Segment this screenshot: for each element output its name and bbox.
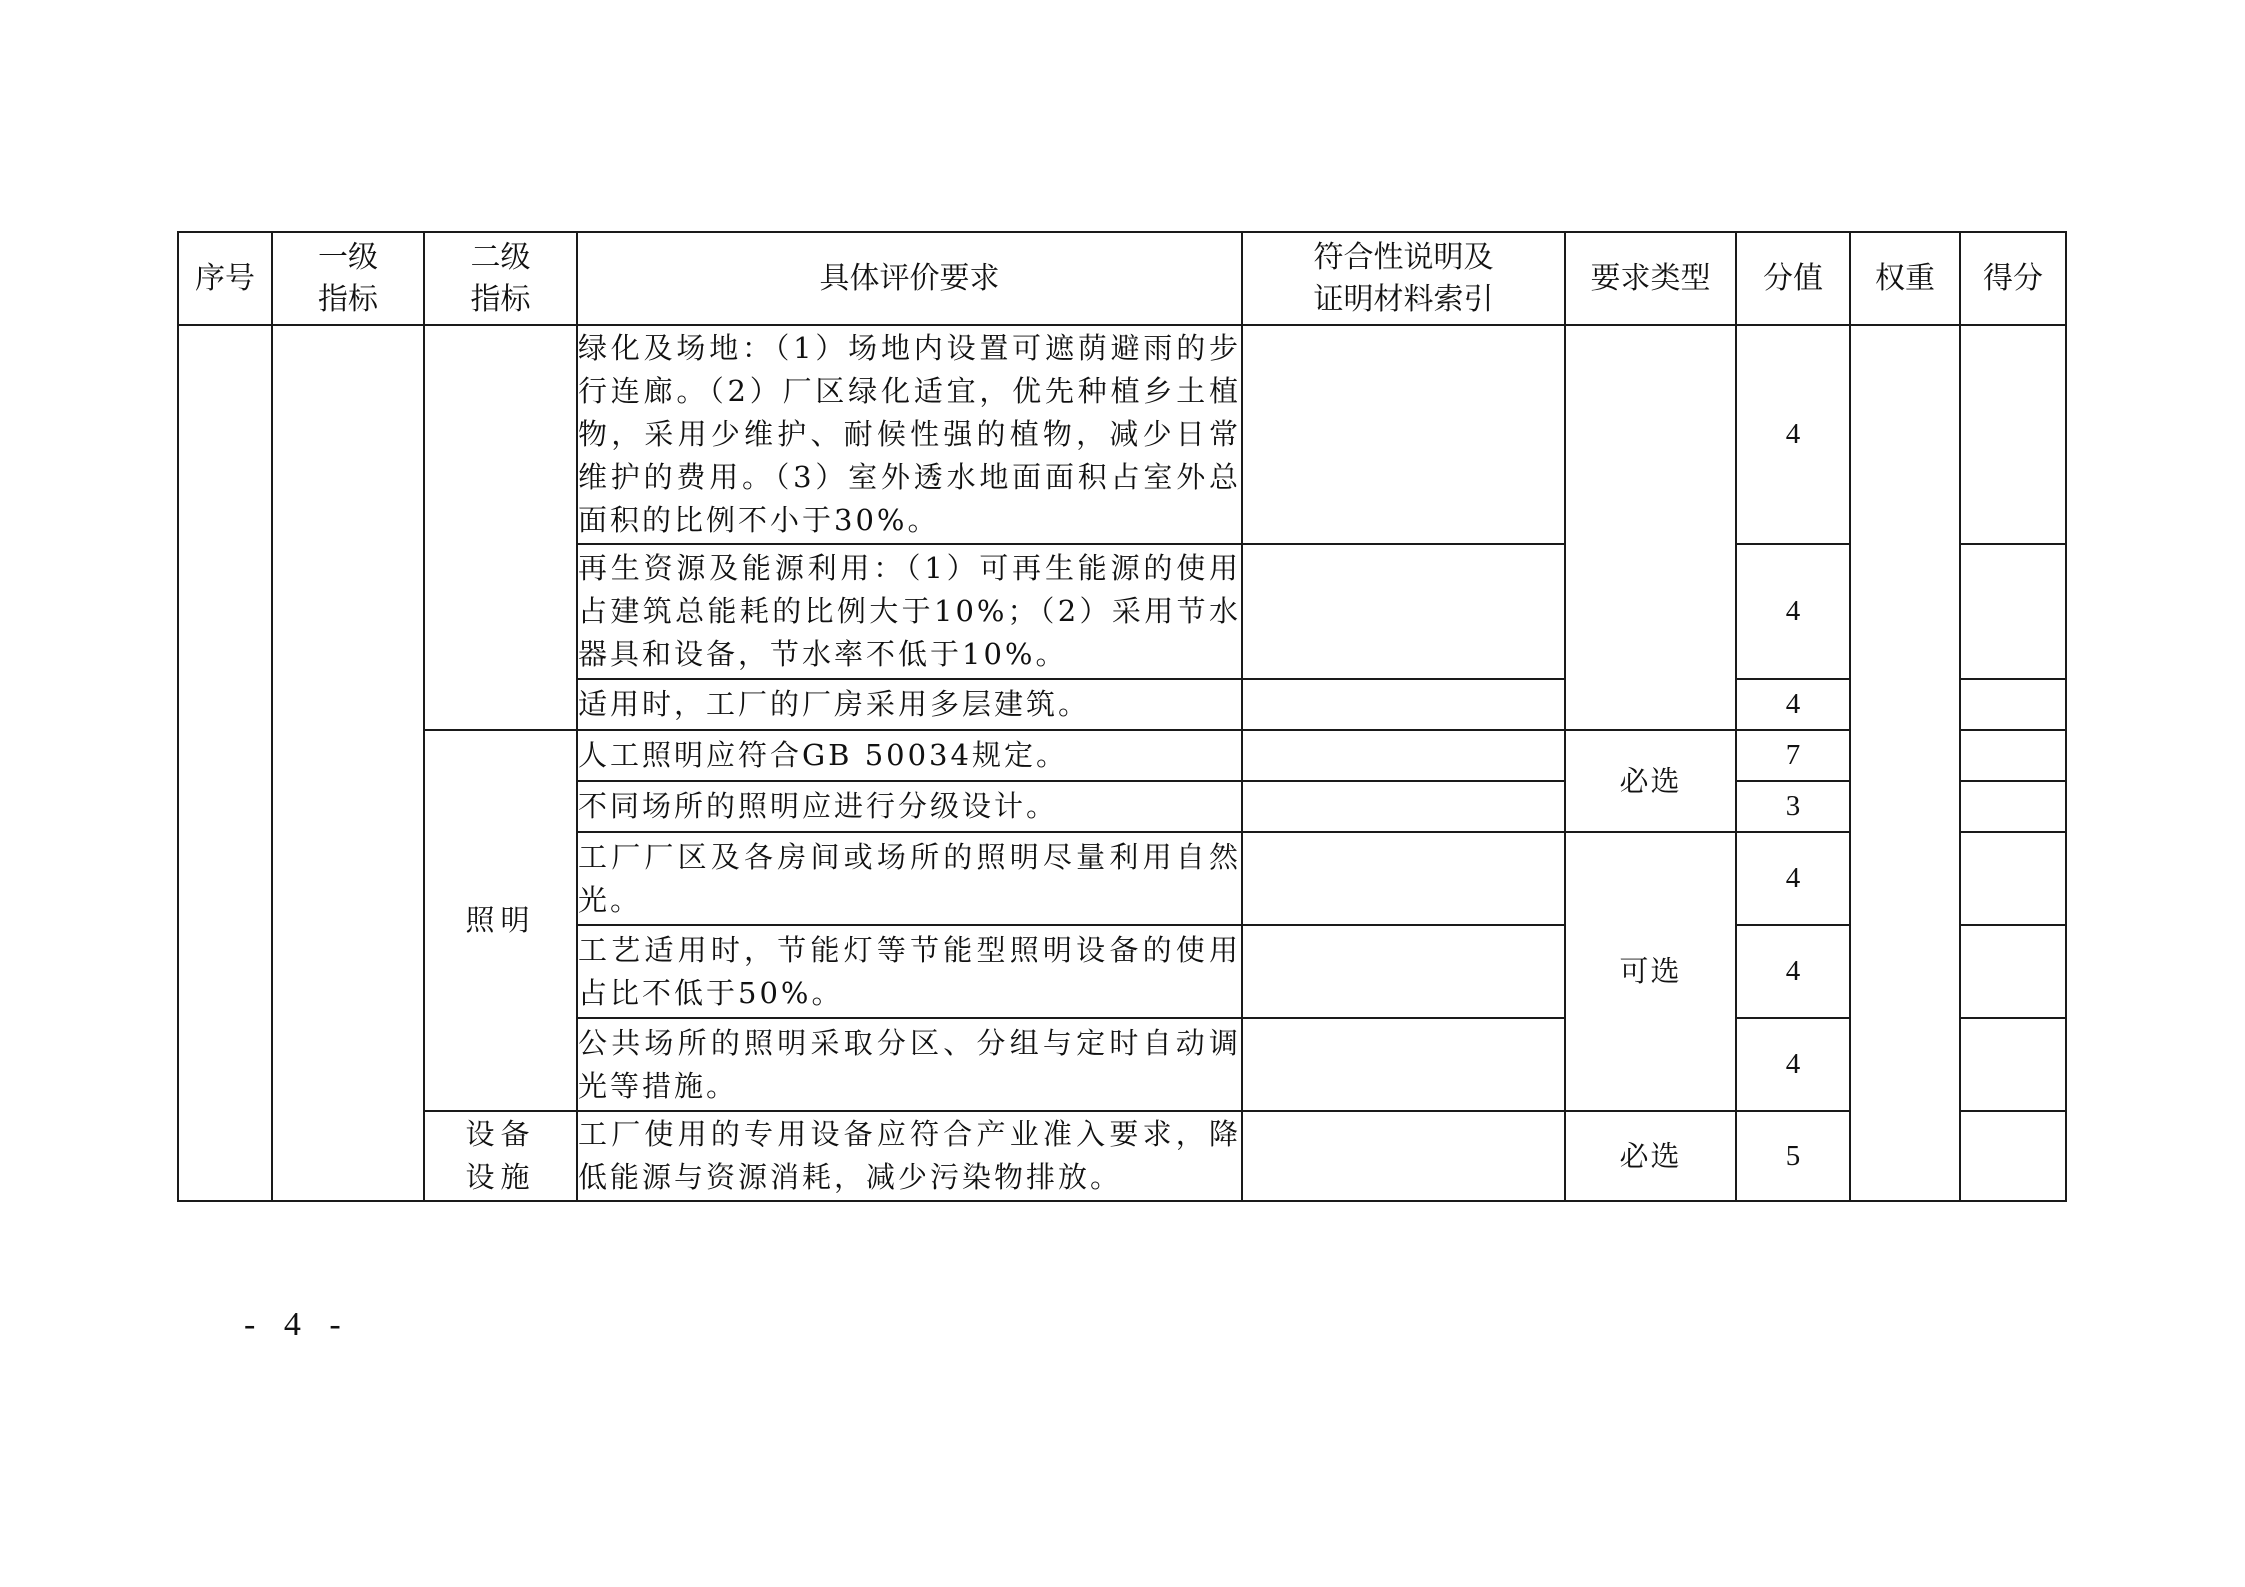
result-cell[interactable] [1960, 925, 2066, 1018]
evidence-cell[interactable] [1242, 1111, 1565, 1201]
evidence-cell[interactable] [1242, 781, 1565, 832]
req-type-cell: 必选 [1565, 1111, 1736, 1201]
requirement-cell: 公共场所的照明采取分区、分组与定时自动调光等措施。 [577, 1018, 1242, 1111]
req-type-cell: 可选 [1565, 832, 1736, 1111]
score-cell: 5 [1736, 1111, 1850, 1201]
header-evidence: 符合性说明及 证明材料索引 [1242, 232, 1565, 325]
evidence-cell[interactable] [1242, 679, 1565, 730]
score-cell: 7 [1736, 730, 1850, 781]
result-cell[interactable] [1960, 544, 2066, 679]
result-cell[interactable] [1960, 1018, 2066, 1111]
evidence-cell[interactable] [1242, 925, 1565, 1018]
result-cell[interactable] [1960, 781, 2066, 832]
evaluation-table [177, 231, 2067, 1202]
evidence-cell[interactable] [1242, 1018, 1565, 1111]
level2-cell-lighting: 照明 [424, 730, 577, 1111]
evidence-cell[interactable] [1242, 832, 1565, 925]
requirement-cell: 绿化及场地：（1）场地内设置可遮荫避雨的步行连廊。（2）厂区绿化适宜，优先种植乡土植物，采用少维护、耐候性强的植物，减少日常维护的费用。（3）室外透水地面面积占室外总面积的比例不小于30%。 [577, 325, 1242, 544]
score-cell: 4 [1736, 1018, 1850, 1111]
req-type-cell: 必选 [1565, 730, 1736, 832]
table-header-row [178, 232, 2066, 325]
page-number: - 4 - [244, 1306, 351, 1343]
result-cell[interactable] [1960, 679, 2066, 730]
score-cell: 4 [1736, 925, 1850, 1018]
header-weight: 权重 [1850, 232, 1960, 325]
header-req-type: 要求类型 [1565, 232, 1736, 325]
header-requirement: 具体评价要求 [577, 232, 1242, 325]
seq-cell [178, 325, 272, 1201]
result-cell[interactable] [1960, 730, 2066, 781]
level2-cell-equipment: 设备 设施 [424, 1111, 577, 1201]
req-type-cell-blank [1565, 325, 1736, 730]
table-row [178, 325, 2066, 544]
requirement-cell: 工厂厂区及各房间或场所的照明尽量利用自然光。 [577, 832, 1242, 925]
result-cell[interactable] [1960, 1111, 2066, 1201]
table-row [178, 1111, 2066, 1201]
requirement-cell: 适用时，工厂的厂房采用多层建筑。 [577, 679, 1242, 730]
result-cell[interactable] [1960, 325, 2066, 544]
requirement-cell: 工厂使用的专用设备应符合产业准入要求，降低能源与资源消耗，减少污染物排放。 [577, 1111, 1242, 1201]
score-cell: 4 [1736, 325, 1850, 544]
score-cell: 4 [1736, 544, 1850, 679]
header-seq: 序号 [178, 232, 272, 325]
level2-cell-blank [424, 325, 577, 730]
result-cell[interactable] [1960, 832, 2066, 925]
requirement-cell: 再生资源及能源利用：（1）可再生能源的使用占建筑总能耗的比例大于10%；（2）采用节水器具和设备，节水率不低于10%。 [577, 544, 1242, 679]
level1-cell [272, 325, 424, 1201]
score-cell: 4 [1736, 679, 1850, 730]
header-result: 得分 [1960, 232, 2066, 325]
evidence-cell[interactable] [1242, 325, 1565, 544]
weight-cell[interactable] [1850, 325, 1960, 1201]
header-score: 分值 [1736, 232, 1850, 325]
header-level1: 一级 指标 [272, 232, 424, 325]
requirement-cell: 人工照明应符合GB 50034规定。 [577, 730, 1242, 781]
evidence-cell[interactable] [1242, 730, 1565, 781]
table-row [178, 730, 2066, 781]
header-level2: 二级 指标 [424, 232, 577, 325]
evidence-cell[interactable] [1242, 544, 1565, 679]
requirement-cell: 工艺适用时，节能灯等节能型照明设备的使用占比不低于50%。 [577, 925, 1242, 1018]
score-cell: 3 [1736, 781, 1850, 832]
requirement-cell: 不同场所的照明应进行分级设计。 [577, 781, 1242, 832]
score-cell: 4 [1736, 832, 1850, 925]
